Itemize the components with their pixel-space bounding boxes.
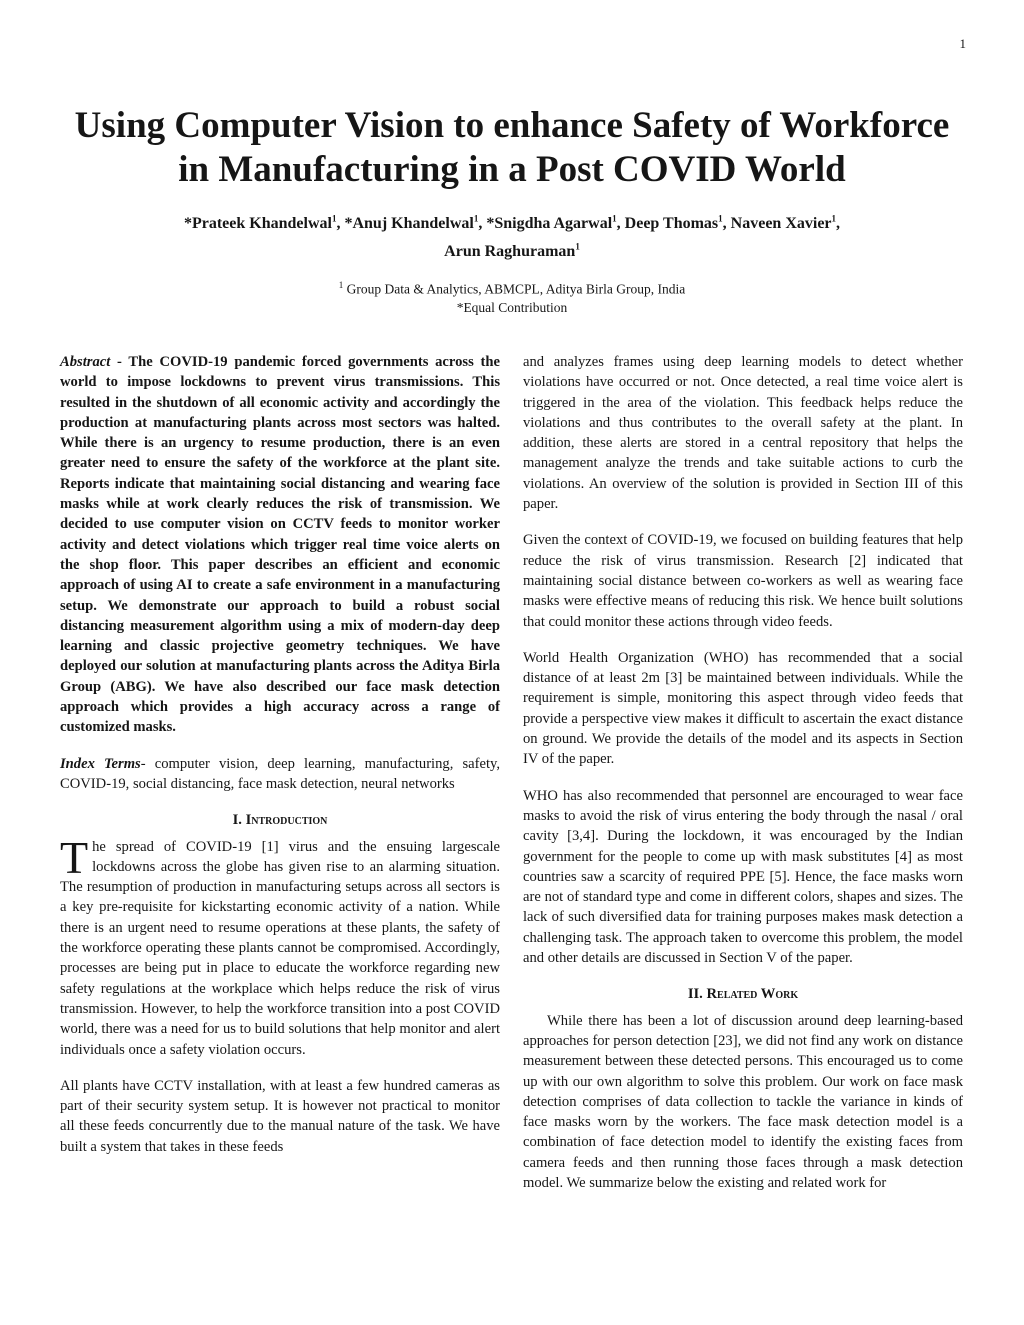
page-number: 1 <box>959 36 966 51</box>
equal-contribution-note: *Equal Contribution <box>456 299 568 315</box>
body-paragraph: Given the context of COVID-19, we focused on building features that help reduce the risk of virus transmission. Research [2] indicated that maintaining social distance between co-workers as well as wearing face masks were effective means of reducing this risk. We hence built solutions that could monitor these actions through video feeds. <box>523 532 963 630</box>
right-column <box>523 352 963 1193</box>
left-column <box>60 352 500 1173</box>
body-paragraph: World Health Organization (WHO) has recommended that a social distance of at least 2m [3] be maintained between individuals. While the requirement is simple, monitoring this aspect through video feeds that provide a perspective view makes it difficult to ascertain the exact distance on ground. We provide the details of the model and its aspects in Section IV of the paper. <box>523 649 963 768</box>
author: *Snigdha Agarwal$^1$, <box>486 214 625 233</box>
body-paragraph: and analyzes frames using deep learning models to detect whether violations have occurred or not. Once detected, a real time voice alert is triggered in the area of the violation. This feedback helps reduce the violations and thus contributes to the overall safety at the plant. In addition, these alerts are stored in a central repository that helps the management analyze the trends and take suitable actions to curb the violations. An overview of the solution is provided in Section III of this paper. <box>523 354 963 513</box>
index-terms-label: Index Terms <box>60 755 141 772</box>
affiliation-block <box>60 276 964 317</box>
index-terms <box>60 754 500 795</box>
section-heading-related-work: II. Related Work <box>687 986 799 1003</box>
author-list <box>60 208 964 263</box>
title-line-2: in Manufacturing in a Post COVID World <box>178 149 846 190</box>
author: *Prateek Khandelwal$^1$, <box>183 214 345 233</box>
author: *Anuj Khandelwal$^1$, <box>344 214 487 233</box>
body-paragraph: WHO has also recommended that personnel are encouraged to wear face masks to avoid the risk of virus entering the body through the nasal / oral cavity [3,4]. During the lockdown, it was encouraged by the Indian government for the people to come up with mask substitutes [4] as most countries saw a scarcity of required PPE [5]. Hence, the face masks worn are not of standard type and come in different colors, shapes and sizes. The lack of such diversified data for training purposes makes mask detection a challenging task. The approach taken to overcome this problem, the model and other details are discussed in Section V of the paper. <box>523 787 963 967</box>
intro-paragraph: The spread of COVID-19 [1] virus and the ensuing largescale lockdowns across the globe has given rise to an alarming situation. The resumption of production in manufacturing setups across all sectors is a key pre-requisite for kickstarting economic activity of a nation. While there is an urgent need to resume operations at these plants, the safety of the workforce operating these plants cannot be compromised. Accordingly, processes are being put in place to educate the workforce regarding new safety regulations at the workplace which helps reduce the risk of virus transmission. However, to help the workforce transition into a post COVID world, there was a need for us to build solutions that help monitor and alert individuals once a safety violation occurs. <box>60 831 500 1058</box>
paper-title <box>40 104 984 192</box>
abstract-text: - The COVID-19 pandemic forced governments across the world to impose lockdowns to prevent virus transmissions. This resulted in the shutdown of all economic activity and accordingly the production at manufacturing plants across most sectors was halted. While there is an urgency to resume production, there is an even greater need to ensure the safety of the workforce at the plant site. Reports indicate that maintaining social distancing and wearing face masks while at work clearly reduces the risk of transmission. We decided to use computer vision on CCTV feeds to monitor worker activity and detect violations which trigger real time voice alerts on the shop floor. This paper describes an efficient and economic approach of using AI to create a safe environment in a manufacturing setup. We demonstrate our approach to build a robust social distancing measurement algorithm using a mix of modern-day deep learning and classic projective geometry techniques. We have deployed our solution at manufacturing plants across the Aditya Birla Group (ABG). We have also described our face mask detection approach which provides a high accuracy across a range of customized masks. <box>60 354 500 736</box>
author: Naveen Xavier$^1$, <box>730 214 841 233</box>
author: Deep Thomas$^1$, <box>624 214 731 233</box>
section-heading-introduction: I. Introduction <box>232 812 328 829</box>
related-work-paragraph: While there has been a lot of discussion around deep learning-based approaches for person detection [23], we did not find any work on distance measurement between these detected persons. This encouraged us to come up with our own algorithm to solve this problem. Our work on face mask detection comprises of data collection to tackle the variance in kinds of face masks worn by the workers. The face mask detection model is a combination of face detection model to identify the existing faces from camera feeds and then running those faces through a mask detection model. We summarize below the existing and related work for <box>523 1012 963 1191</box>
index-terms-text: - computer vision, deep learning, manufacturing, safety, COVID-19, social distancing, face mask detection, neural networks <box>60 755 501 792</box>
abstract-label: Abstract <box>60 354 111 370</box>
drop-cap: T <box>60 831 89 883</box>
intro-paragraph: All plants have CCTV installation, with at least a few hundred cameras as part of their security system setup. It is however not practical to monitor all these feeds concurrently due to the manual nature of the task. We have built a system that takes in these feeds <box>60 1077 500 1155</box>
title-line-1: Using Computer Vision to enhance Safety of Workforce <box>74 105 950 146</box>
affiliation: $^1$ Group Data & Analytics, ABMCPL, Aditya Birla Group, India <box>338 280 686 297</box>
author: Arun Raghuraman$^1$ <box>444 241 580 260</box>
abstract <box>60 352 500 738</box>
